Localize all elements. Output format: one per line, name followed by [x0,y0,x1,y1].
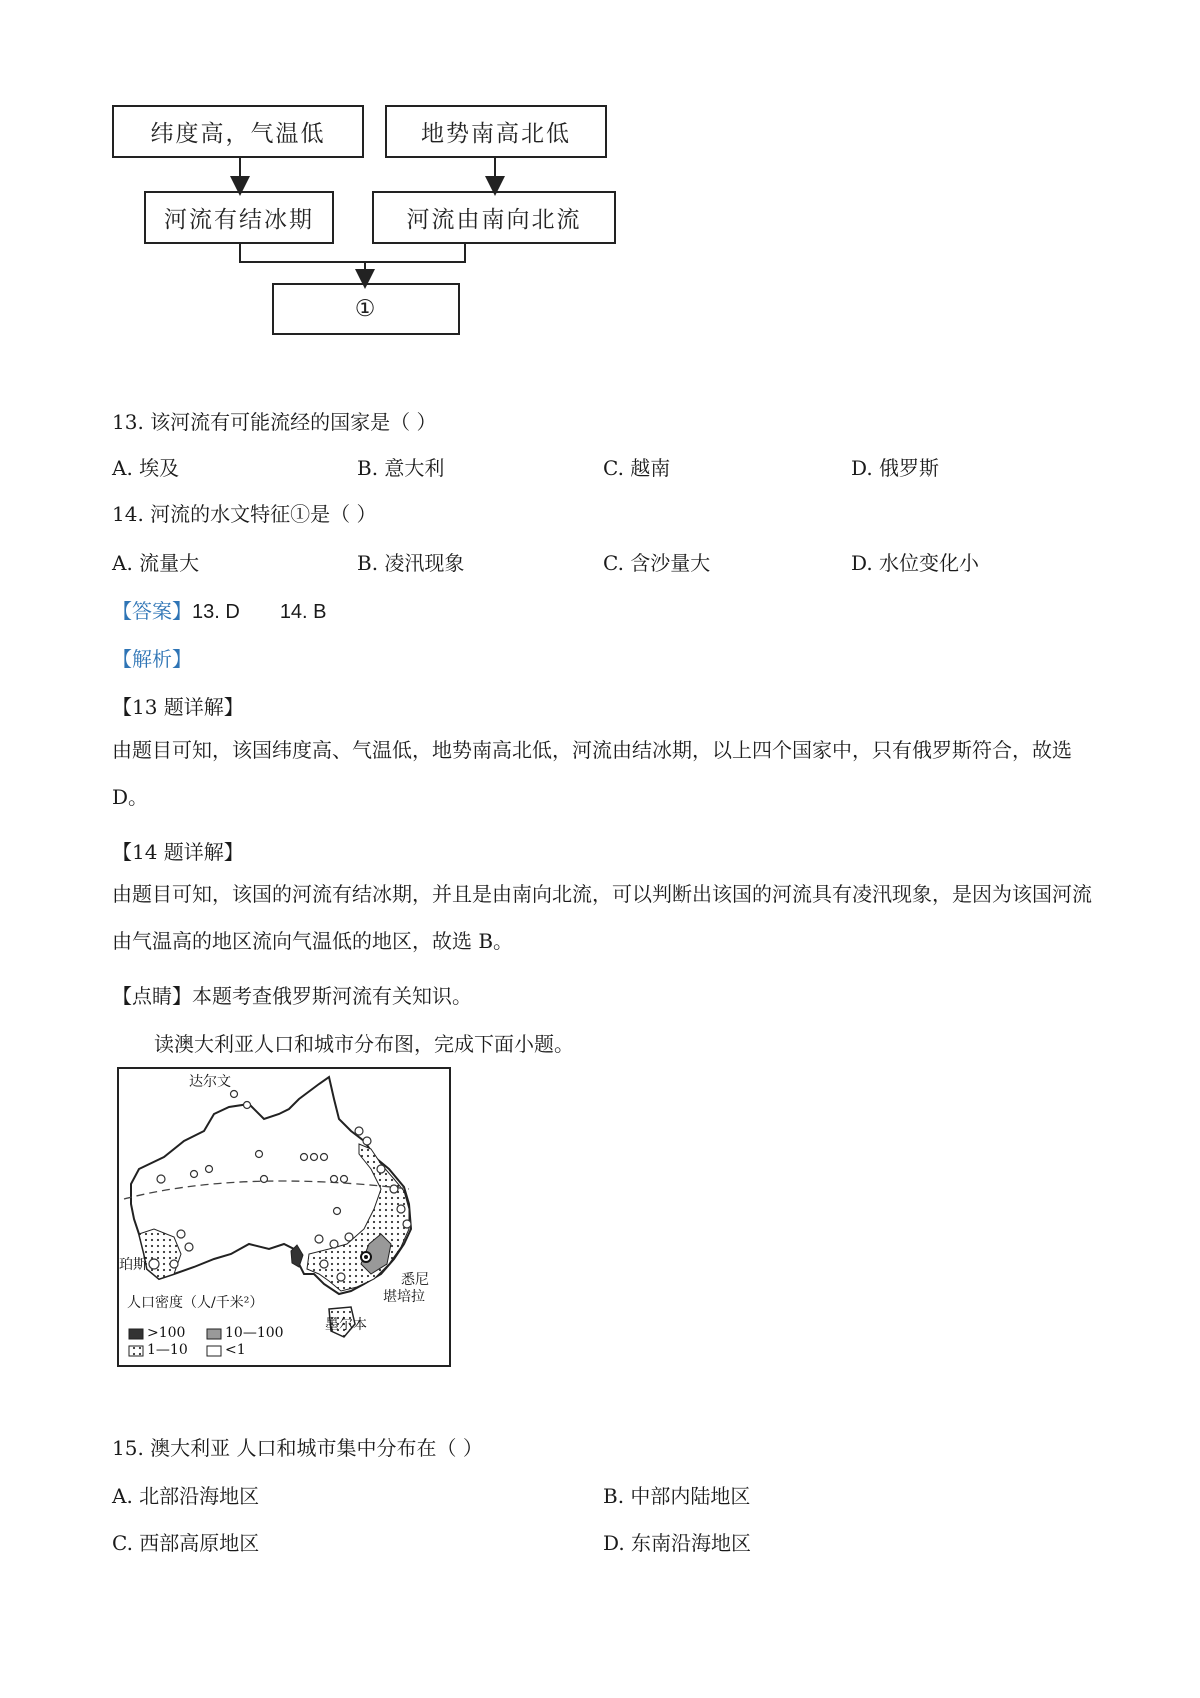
legend-label-10-100: 10—100 [225,1325,284,1341]
detail-13-title: 【13 题详解】 [112,695,244,719]
q15-option-c: C. 西部高原地区 [112,1531,260,1555]
q15-option-b: B. 中部内陆地区 [603,1484,751,1508]
flow-box-latitude: 纬度高，气温低 [112,105,364,158]
dianjing-note: 【点睛】本题考查俄罗斯河流有关知识。 [112,984,472,1008]
legend-swatch-10-100 [207,1329,221,1339]
australia-map [117,1067,451,1367]
label-canberra: 堪培拉 [383,1289,425,1305]
q15-option-d: D. 东南沿海地区 [603,1531,752,1555]
analysis-label: 【解析】 [112,647,192,671]
q14-option-c: C. 含沙量大 [603,551,711,575]
q13-option-d: D. 俄罗斯 [851,456,940,480]
q14-option-b: B. 凌汛现象 [357,551,465,575]
legend-label-1-10: 1—10 [147,1342,188,1358]
merge-line [240,244,465,262]
flowchart-arrows [0,0,700,360]
answer-label: 【答案】 [112,599,192,623]
answer-14: 14. B [279,601,327,623]
q15-option-a: A. 北部沿海地区 [112,1484,260,1508]
map-intro: 读澳大利亚人口和城市分布图，完成下面小题。 [154,1032,574,1056]
legend-title: 人口密度（人/千米²） [127,1295,264,1311]
legend-swatch-lt1 [207,1346,221,1356]
australia-outline [119,1069,449,1365]
legend-label-gt100: >100 [147,1325,186,1341]
question-15-stem: 15. 澳大利亚 人口和城市集中分布在（ ） [112,1436,483,1460]
legend-swatch-1-10 [129,1346,143,1356]
label-perth: 珀斯 [119,1257,147,1273]
answer-line [112,595,327,624]
canberra-dot [364,1255,368,1259]
label-sydney: 悉尼 [401,1272,429,1288]
q13-option-c: C. 越南 [603,456,671,480]
flow-box-flow-direction: 河流由南向北流 [372,191,616,244]
flow-box-result: ① [272,283,460,335]
q13-option-a: A. 埃及 [112,456,180,480]
question-13-stem: 13. 该河流有可能流经的国家是（ ） [112,410,437,434]
flow-box-freezing: 河流有结冰期 [144,191,334,244]
question-14-stem: 14. 河流的水文特征①是（ ） [112,502,377,526]
q14-option-d: D. 水位变化小 [851,551,980,575]
label-melbourne: 墨尔本 [325,1317,367,1333]
detail-14-title: 【14 题详解】 [112,840,244,864]
q13-option-b: B. 意大利 [357,456,445,480]
detail-13-text: 由题目可知，该国纬度高、气温低，地势南高北低，河流由结冰期，以上四个国家中，只有俄罗斯符合，故选 D。 [112,738,1072,809]
q14-option-a: A. 流量大 [112,551,200,575]
flow-box-terrain: 地势南高北低 [385,105,607,158]
legend-swatch-gt100 [129,1329,143,1339]
answer-13: 13. D [192,601,240,623]
detail-14-text: 由题目可知，该国的河流有结冰期，并且是由南向北流，可以判断出该国的河流具有凌汛现象，是因为该国河流由气温高的地区流向气温低的地区，故选 B。 [112,882,1092,953]
legend-label-lt1: <1 [225,1342,246,1358]
label-darwin: 达尔文 [189,1074,231,1090]
